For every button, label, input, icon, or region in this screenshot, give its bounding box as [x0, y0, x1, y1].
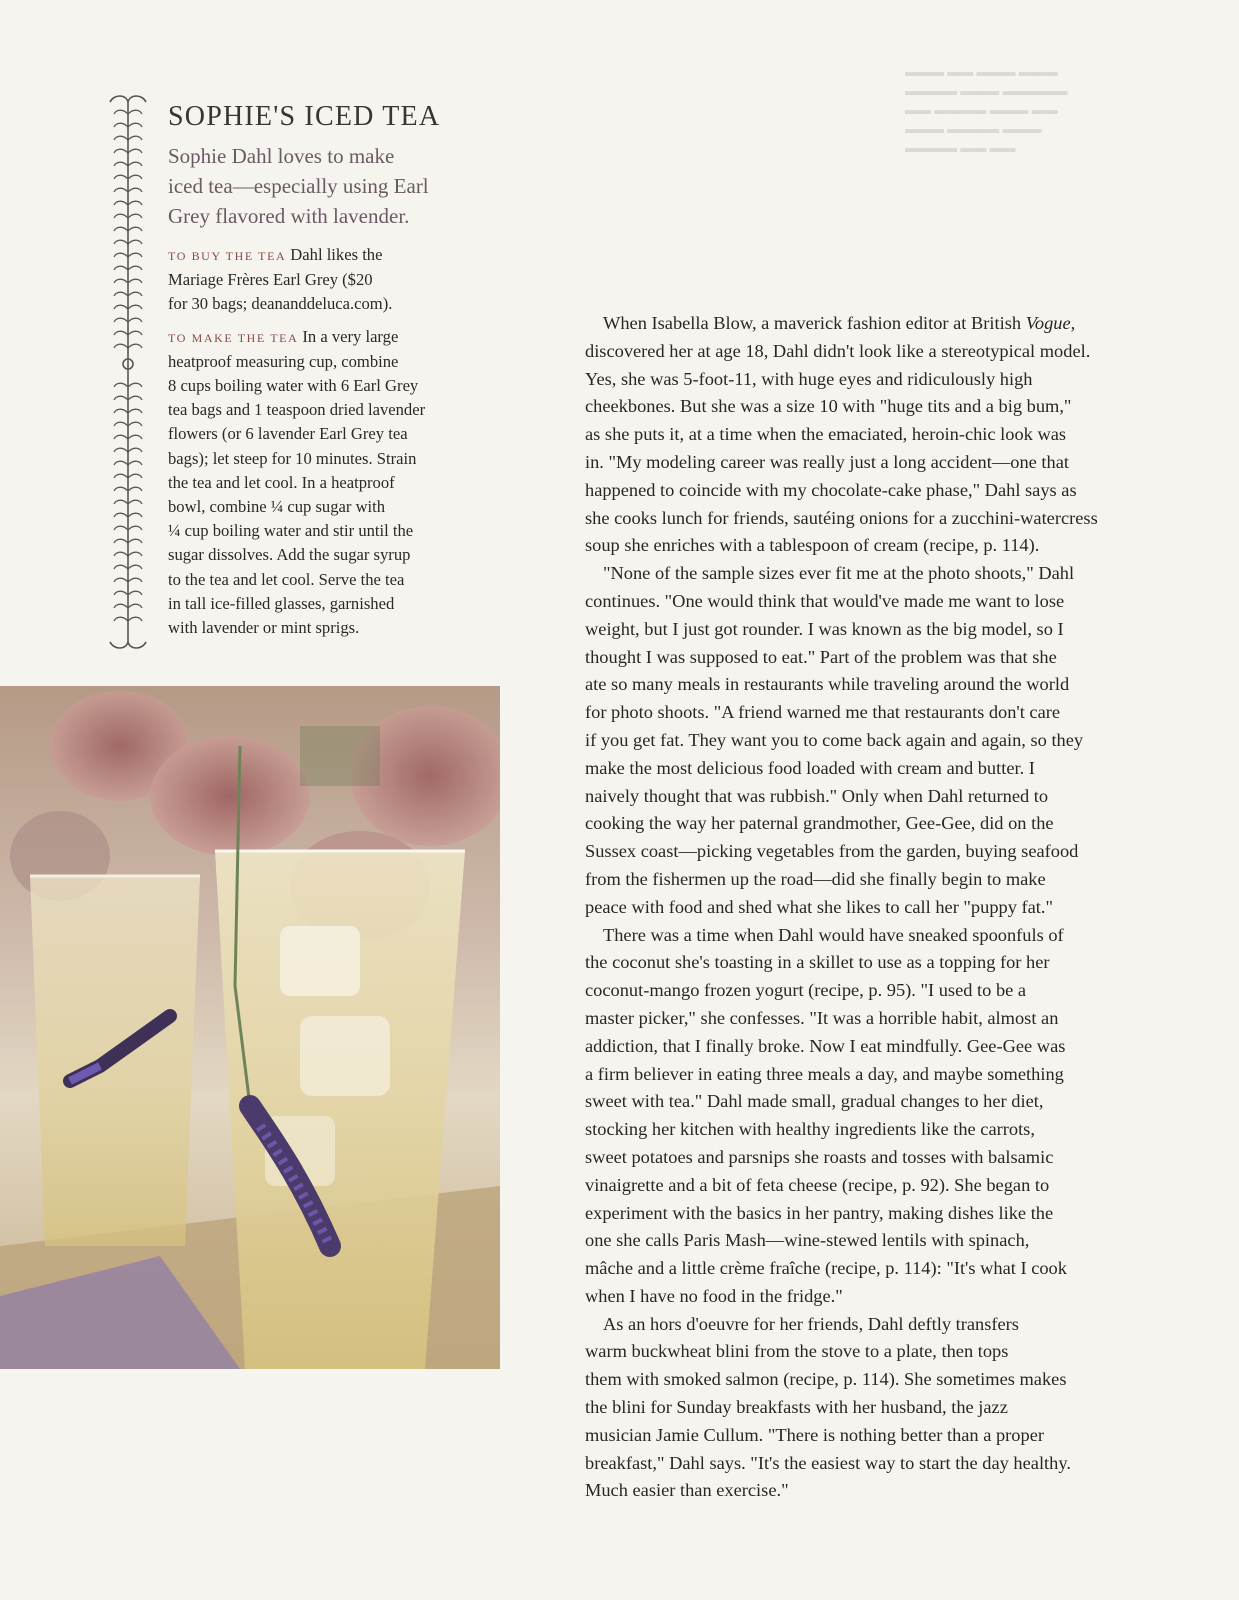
article-line: when I have no food in the fridge." [585, 1285, 843, 1306]
make-line: with lavender or mint sprigs. [168, 618, 360, 638]
make-line: in tall ice-filled glasses, garnished [168, 593, 395, 613]
article-line: sweet potatoes and parsnips she roasts and tosses with balsamic [585, 1146, 1054, 1167]
article-paragraph-3 [585, 922, 1185, 1311]
article-line: weight, but I just got rounder. I was known as the big model, so I [585, 618, 1064, 639]
article-line: soup she enriches with a tablespoon of cream (recipe, p. 114). [585, 535, 1040, 556]
article-line: discovered her at age 18, Dahl didn't look like a stereotypical model. [585, 340, 1091, 361]
article-line: As an hors d'oeuvre for her friends, Dahl deftly transfers [603, 1313, 1019, 1334]
deck-line: iced tea—especially using Earl [168, 174, 429, 198]
make-line: to the tea and let cool. Serve the tea [168, 569, 405, 589]
buy-line: for 30 bags; deananddeluca.com). [168, 294, 393, 314]
make-line: flowers (or 6 lavender Earl Grey tea [168, 424, 408, 444]
article-line: naively thought that was rubbish." Only when Dahl returned to [585, 785, 1049, 806]
article-line: she cooks lunch for friends, sautéing onions for a zucchini-watercress [585, 507, 1098, 528]
article-line: cooking the way her paternal grandmother, Gee-Gee, did on the [585, 813, 1054, 834]
article-paragraph-2 [585, 560, 1185, 921]
article-line: coconut-mango frozen yogurt (recipe, p. 95). "I used to be a [585, 980, 1027, 1001]
article-line: a firm believer in eating three meals a day, and maybe something [585, 1063, 1064, 1084]
iced-tea-photo [0, 686, 500, 1369]
article-line: sweet with tea." Dahl made small, gradual changes to her diet, [585, 1091, 1044, 1112]
article-paragraph-1 [585, 310, 1185, 560]
deck-line: Sophie Dahl loves to make [168, 144, 395, 168]
article-paragraph-4 [585, 1311, 1185, 1506]
article-line: vinaigrette and a bit of feta cheese (recipe, p. 92). She began to [585, 1174, 1050, 1195]
article-line: stocking her kitchen with healthy ingredients like the carrots, [585, 1119, 1035, 1140]
buy-line: Mariage Frères Earl Grey ($20 [168, 270, 373, 290]
buy-label: TO BUY THE TEA [168, 249, 287, 263]
article-line: Yes, she was 5-foot-11, with huge eyes and ridiculously high [585, 368, 1033, 389]
article-line: There was a time when Dahl would have sneaked spoonfuls of [603, 924, 1064, 945]
article-line: cheekbones. But she was a size 10 with "huge tits and a big bum," [585, 396, 1072, 417]
article-line: thought I was supposed to eat." Part of the problem was that she [585, 646, 1057, 667]
article-line: happened to coincide with my chocolate-cake phase," Dahl says as [585, 479, 1077, 500]
article-line: ate so many meals in restaurants while traveling around the world [585, 674, 1070, 695]
buy-the-tea-section [168, 243, 488, 317]
article-line: Sussex coast—picking vegetables from the garden, buying seafood [585, 841, 1079, 862]
bleed-through-text: ▬▬▬ ▬▬ ▬▬▬ ▬▬▬ ▬▬▬▬ ▬▬▬ ▬▬▬▬▬ ▬▬ ▬▬▬▬ ▬▬▬ ▬▬ ▬▬▬ ▬▬▬▬ ▬▬▬ ▬▬▬▬ ▬▬ ▬▬ [905, 64, 1068, 155]
article-line: if you get fat. They want you to come back again and again, so they [585, 729, 1084, 750]
article-line: addiction, that I finally broke. Now I eat mindfully. Gee-Gee was [585, 1035, 1066, 1056]
make-line: tea bags and 1 teaspoon dried lavender [168, 400, 426, 420]
make-line: In a very large [302, 326, 399, 346]
recipe-sidebar [168, 101, 488, 648]
article-line: the blini for Sunday breakfasts with her husband, the jazz [585, 1397, 1008, 1418]
article-line: from the fishermen up the road—did she finally begin to make [585, 868, 1046, 889]
article-line: for photo shoots. "A friend warned me that restaurants don't care [585, 702, 1061, 723]
article-line: in. "My modeling career was really just a long accident—one that [585, 451, 1069, 472]
article-line: as she puts it, at a time when the emaciated, heroin-chic look was [585, 424, 1067, 445]
article-body [585, 310, 1185, 1505]
article-line: When Isabella Blow, a maverick fashion editor at British [603, 313, 1026, 333]
deck-line: Grey flavored with lavender. [168, 204, 410, 228]
make-line: bowl, combine ¼ cup sugar with [168, 497, 386, 517]
make-line: bags); let steep for 10 minutes. Strain [168, 448, 417, 468]
article-line: make the most delicious food loaded with cream and butter. I [585, 757, 1035, 778]
article-line: peace with food and shed what she likes to call her "puppy fat." [585, 896, 1054, 917]
article-line: musician Jamie Cullum. "There is nothing better than a proper [585, 1424, 1044, 1445]
article-line: Much easier than exercise." [585, 1480, 789, 1501]
make-line: sugar dissolves. Add the sugar syrup [168, 545, 411, 565]
make-line: heatproof measuring cup, combine [168, 351, 399, 371]
article-line: the coconut she's toasting in a skillet to use as a topping for her [585, 952, 1050, 973]
article-line: "None of the sample sizes ever fit me at the photo shoots," Dahl [603, 563, 1075, 584]
article-line: breakfast," Dahl says. "It's the easiest way to start the day healthy. [585, 1452, 1071, 1473]
make-label: TO MAKE THE TEA [168, 330, 299, 345]
article-line: them with smoked salmon (recipe, p. 114). She sometimes makes [585, 1369, 1067, 1390]
sidebar-title: SOPHIE'S ICED TEA [168, 101, 441, 132]
article-line: experiment with the basics in her pantry, making dishes like the [585, 1202, 1054, 1223]
buy-line: Dahl likes the [290, 245, 383, 264]
vogue-title: Vogue, [1025, 313, 1076, 333]
vine-ornament-icon [104, 92, 152, 652]
article-line: continues. "One would think that would've made me want to lose [585, 590, 1065, 611]
sidebar-deck [168, 141, 488, 231]
article-line: warm buckwheat blini from the stove to a plate, then tops [585, 1341, 1009, 1362]
make-line: the tea and let cool. In a heatproof [168, 472, 395, 492]
make-line: 8 cups boiling water with 6 Earl Grey [168, 376, 419, 396]
article-line: mâche and a little crème fraîche (recipe, p. 114): "It's what I cook [585, 1258, 1067, 1279]
make-line: ¼ cup boiling water and stir until the [168, 521, 414, 541]
article-line: one she calls Paris Mash—wine-stewed lentils with spinach, [585, 1230, 1030, 1251]
article-line: master picker," she confesses. "It was a horrible habit, almost an [585, 1007, 1059, 1028]
make-the-tea-section [168, 325, 488, 641]
